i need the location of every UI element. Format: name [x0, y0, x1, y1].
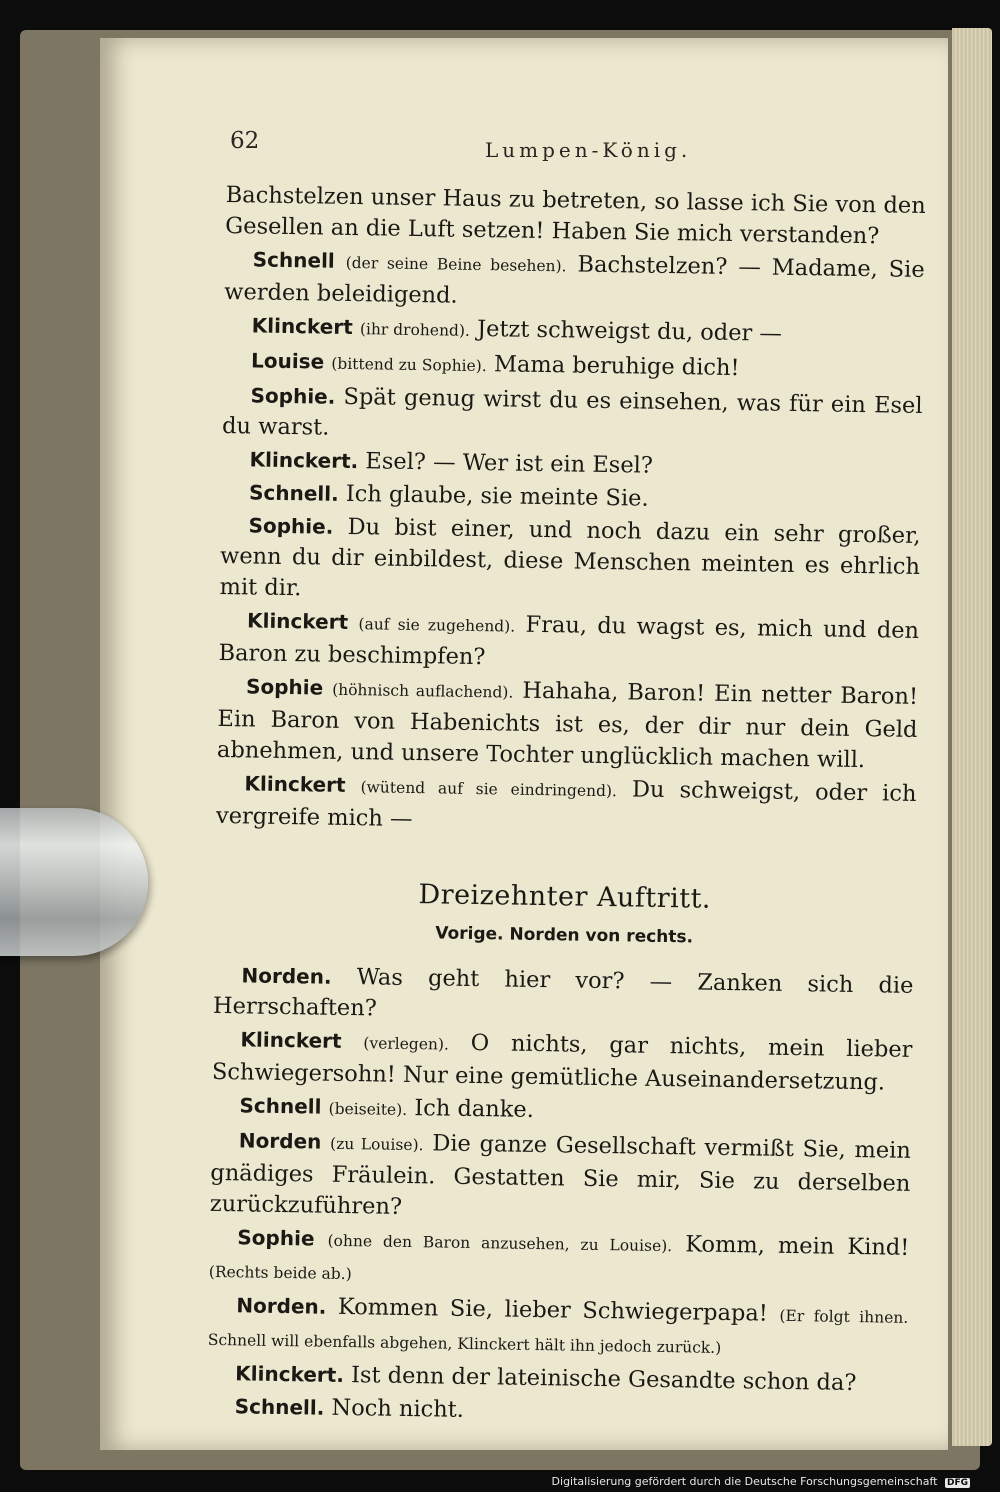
speaker-name: Klinckert	[240, 1027, 342, 1053]
dialogue-line	[209, 1222, 910, 1299]
dialogue-line	[225, 180, 926, 253]
dialogue-line	[222, 380, 923, 453]
speaker-name: Klinckert	[244, 771, 346, 797]
stage-direction: (verlegen).	[363, 1034, 450, 1054]
spoken-text: O nichts, gar nichts, mein lieber Schwiegersohn! Nur eine gemütliche Auseinandersetzung.	[211, 1029, 913, 1096]
stage-direction: (ihr drohend).	[359, 320, 471, 340]
spoken-text: Jetzt schweigst du, oder —	[476, 315, 783, 347]
speaker-name: Klinckert	[251, 313, 353, 340]
spoken-text: Bachstelzen? — Madame, Sie werden beleidigend.	[224, 251, 925, 309]
spoken-text: Mama beruhige dich!	[493, 351, 740, 382]
digitization-credit	[552, 1475, 970, 1488]
stage-direction: (Rechts beide ab.)	[208, 1262, 352, 1284]
speaker-name: Schnell.	[234, 1394, 325, 1420]
spoken-text: Komm, mein Kind!	[685, 1231, 910, 1261]
spoken-text: Ich glaube, sie meinte Sie.	[345, 480, 649, 512]
stage-direction: (ohne den Baron anzusehen, zu Louise).	[327, 1231, 673, 1256]
stage-direction: (wütend auf sie eindringend).	[360, 778, 618, 801]
stage-direction: (bittend zu Sophie).	[331, 354, 487, 376]
stage-direction: (der seine Beine besehen).	[345, 253, 567, 276]
dialogue-line	[217, 671, 918, 777]
spoken-text: Was geht hier vor? — Zanken sich die Herrschaften?	[212, 964, 914, 1022]
stage-direction: (zu Louise).	[329, 1134, 424, 1155]
dialogue-line	[224, 244, 925, 319]
dialogue-line	[213, 960, 914, 1033]
speaker-name: Schnell	[239, 1093, 322, 1119]
speaker-name: Klinckert.	[249, 447, 359, 474]
dialogue-block-2	[206, 960, 913, 1433]
speaker-name: Schnell.	[248, 480, 339, 506]
spoken-text: Frau, du wagst es, mich und den Baron zu beschimpfen?	[218, 611, 920, 671]
spoken-text: Ist denn der lateinische Gesandte schon da?	[350, 1362, 857, 1397]
spoken-text: Du bist einer, und noch dazu ein sehr großer, wenn du dir einbildest, diese Menschen meinten es ehrlich mit dir.	[219, 513, 921, 602]
scanner-clip	[0, 808, 148, 956]
speaker-name: Sophie	[245, 674, 324, 700]
dialogue-line	[208, 1290, 909, 1367]
dialogue-line	[210, 1125, 911, 1231]
spoken-text: Kommen Sie, lieber Schwiegerpapa!	[337, 1293, 769, 1327]
scene-persons: Vorige. Norden von rechts.	[435, 923, 694, 948]
page-body	[206, 180, 925, 1435]
speaker-name: Norden.	[236, 1293, 327, 1319]
spoken-text: Die ganze Gesellschaft vermißt Sie, mein gnädiges Fräulein. Gestatten Sie mir, Sie zu derselben zurückzuführen?	[209, 1130, 912, 1220]
stage-direction: (auf sie zugehend).	[358, 615, 516, 636]
page-number: 62	[230, 128, 260, 154]
dfg-logo-icon: DFG	[946, 1478, 968, 1488]
speaker-name: Norden.	[241, 963, 332, 989]
spoken-text: Ich danke.	[414, 1095, 535, 1123]
stage-direction: (beiseite).	[328, 1099, 408, 1119]
spoken-text: Spät genug wirst du es einsehen, was für ein Esel du warst.	[221, 383, 923, 441]
running-title: Lumpen-König.	[485, 138, 692, 162]
speaker-name: Sophie.	[248, 513, 334, 539]
speaker-name: Sophie	[237, 1225, 315, 1251]
dialogue-line	[219, 510, 920, 614]
spoken-text: Bachstelzen unser Haus zu betreten, so lasse ich Sie von den Gesellen an die Luft setzen! Haben Sie mich verstanden?	[225, 181, 926, 250]
dialogue-block-1	[216, 180, 926, 843]
spoken-text: Esel? — Wer ist ein Esel?	[365, 448, 654, 479]
dialogue-line	[212, 1024, 913, 1099]
speaker-name: Klinckert.	[235, 1361, 345, 1387]
scene-heading: Dreizehnter Auftritt.	[418, 879, 712, 915]
spoken-text: Du schweigst, oder ich vergreife mich —	[215, 776, 917, 833]
speaker-name: Sophie.	[250, 383, 336, 409]
speaker-name: Klinckert	[246, 608, 349, 634]
speaker-name: Louise	[250, 348, 325, 374]
page-edges	[952, 28, 992, 1446]
speaker-name: Schnell	[252, 247, 335, 273]
speaker-name: Norden	[238, 1128, 322, 1154]
dialogue-line	[218, 605, 919, 680]
spoken-text: Noch nicht.	[331, 1394, 465, 1423]
spoken-text: Hahaha, Baron! Ein netter Baron! Ein Baron von Habenichts ist es, der dir nur dein Geld abnehmen, und unsere Tochter unglücklich machen will.	[216, 677, 919, 774]
credit-text: Digitalisierung gefördert durch die Deutsche Forschungsgemeinschaft	[551, 1475, 938, 1488]
dialogue-line	[216, 768, 917, 843]
stage-direction: (höhnisch auflachend).	[332, 680, 514, 702]
stage-direction: (Er folgt ihnen. Schnell will ebenfalls abgehen, Klinckert hält ihn jedoch zurück.)	[207, 1306, 909, 1357]
